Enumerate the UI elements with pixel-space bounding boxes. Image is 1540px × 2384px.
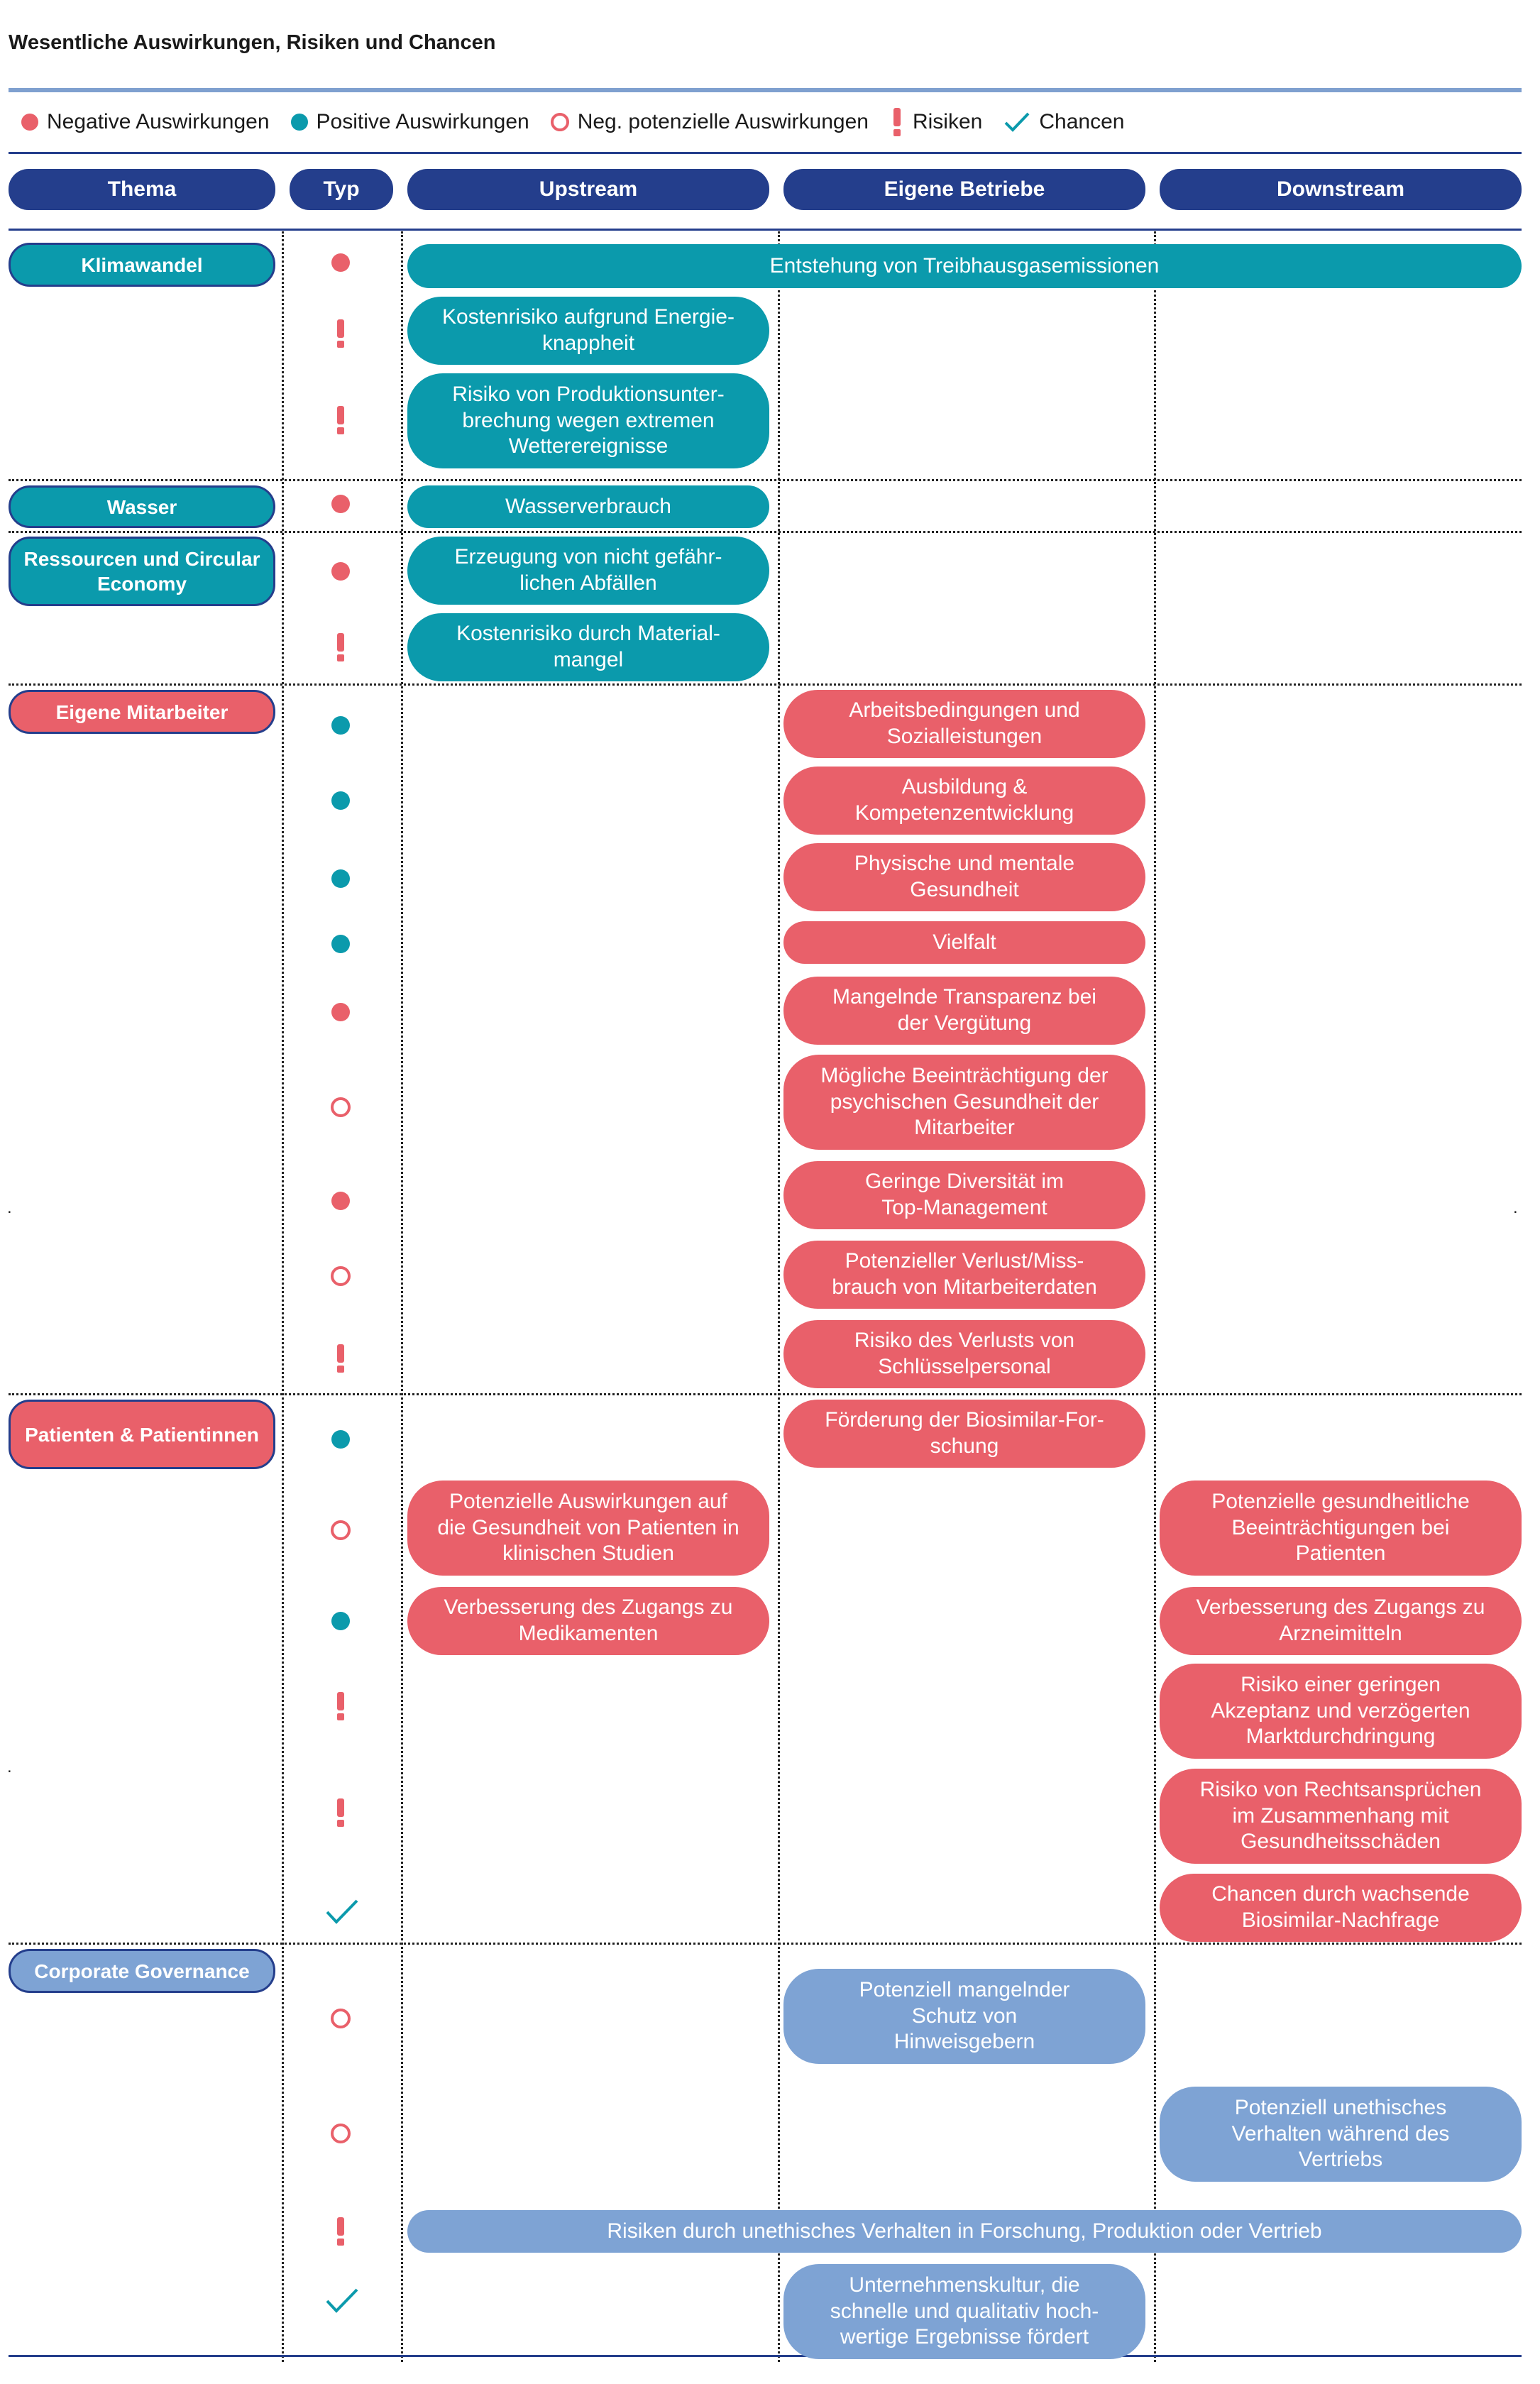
header-thema: Thema [9,169,275,210]
risk-exclamation-icon [326,1344,355,1373]
impact-pill: Wasserverbrauch [407,485,769,528]
impact-pill: Potenzielle Auswirkungen auf die Gesundheit von Patienten in klinischen Studien [407,1481,769,1576]
section-separator [9,1393,1522,1395]
positive-dot-icon [326,1607,355,1635]
impact-pill: Entstehung von Treibhausgasemissionen [407,244,1522,288]
risk-exclamation-icon [890,108,904,136]
negative-dot-icon [326,557,355,586]
positive-dot-icon [326,1425,355,1454]
legend-divider [9,152,1522,154]
legend-risks [890,108,982,136]
column-separator-eigene [778,231,780,2362]
potential-ring-icon [551,113,569,131]
potential-ring-icon [326,1516,355,1544]
chance-check-icon [1003,111,1030,133]
header-typ: Typ [290,169,393,210]
risk-exclamation-icon [326,2217,355,2246]
risk-exclamation-icon [326,1692,355,1720]
impact-pill: Risiken durch unethisches Verhalten in Forschung, Produktion oder Vertrieb [407,2210,1522,2253]
impact-pill: Erzeugung von nicht gefähr- lichen Abfällen [407,537,769,605]
positive-dot-icon [326,930,355,958]
risk-exclamation-icon [326,406,355,434]
impact-pill: Potenzielle gesundheitliche Beeinträchtigungen bei Patienten [1160,1481,1522,1576]
impact-pill: Unternehmenskultur, die schnelle und qualitativ hoch- wertige Ergebnisse fördert [783,2264,1145,2359]
impact-pill: Physische und mentale Gesundheit [783,843,1145,911]
impact-pill: Ausbildung & Kompetenzentwicklung [783,767,1145,835]
section-separator [9,1943,1522,1945]
impact-pill: Potenziell mangelnder Schutz von Hinweisgebern [783,1969,1145,2064]
risk-exclamation-icon [326,633,355,661]
header-eigene-betriebe: Eigene Betriebe [783,169,1145,210]
impact-pill: Förderung der Biosimilar-For- schung [783,1400,1145,1468]
legend-potential-label: Neg. potenzielle Auswirkungen [577,110,869,133]
legend-negative-label: Negative Auswirkungen [47,110,270,133]
section-separator [9,479,1522,481]
bottom-divider [9,2355,1522,2357]
impact-pill: Kostenrisiko durch Material- mangel [407,613,769,681]
column-separator-downstream [1154,231,1156,2362]
potential-ring-icon [326,2119,355,2148]
risk-exclamation-icon [326,1798,355,1827]
header-divider [9,229,1522,231]
impact-pill: Chancen durch wachsende Biosimilar-Nachfrage [1160,1874,1522,1942]
impact-pill: Verbesserung des Zugangs zu Medikamenten [407,1587,769,1655]
negative-dot-icon [326,490,355,518]
theme-eigene-mitarbeiter: Eigene Mitarbeiter [9,690,275,734]
impact-pill: Vielfalt [783,921,1145,964]
impact-pill: Geringe Diversität im Top-Management [783,1161,1145,1229]
column-separator-typ [282,231,284,2362]
legend-potential [551,110,869,134]
impact-pill: Risiko von Produktionsunter- brechung wegen extremen Wetterereignisse [407,373,769,468]
impact-pill: Potenziell unethisches Verhalten während des Vertriebs [1160,2087,1522,2182]
impact-pill: Mangelnde Transparenz bei der Vergütung [783,977,1145,1045]
legend-positive [291,110,529,134]
section-separator [9,531,1522,533]
impact-pill: Arbeitsbedingungen und Sozialleistungen [783,690,1145,758]
section-separator [9,683,1522,686]
negative-dot-icon [326,1187,355,1215]
legend [21,108,1145,136]
impact-pill: Kostenrisiko aufgrund Energie- knappheit [407,297,769,365]
negative-dot-icon [326,248,355,277]
theme-wasser: Wasser [9,485,275,528]
legend-chances-label: Chancen [1039,110,1125,133]
page-title: Wesentliche Auswirkungen, Risiken und Chancen [9,31,496,54]
positive-dot-icon [326,864,355,893]
impact-pill: Risiko von Rechtsansprüchen im Zusammenhang mit Gesundheitsschäden [1160,1769,1522,1864]
impact-pill: Potenzieller Verlust/Miss- brauch von Mitarbeiterdaten [783,1241,1145,1309]
legend-risks-label: Risiken [912,110,983,133]
potential-ring-icon [326,2004,355,2033]
stray-mark: . [7,1757,12,1776]
positive-dot-icon [326,786,355,815]
impact-pill: Risiko einer geringen Akzeptanz und verzögerten Marktdurchdringung [1160,1664,1522,1759]
theme-corporate-governance: Corporate Governance [9,1949,275,1993]
stray-mark: . [1513,1198,1518,1217]
negative-dot-icon [21,114,38,131]
header-downstream: Downstream [1160,169,1522,210]
impact-pill: Risiko des Verlusts von Schlüsselpersonal [783,1320,1145,1388]
risk-exclamation-icon [326,319,355,348]
negative-dot-icon [326,998,355,1026]
potential-ring-icon [326,1262,355,1290]
column-separator-upstream [401,231,403,2362]
impact-pill: Mögliche Beeinträchtigung der psychischen Gesundheit der Mitarbeiter [783,1055,1145,1150]
header-upstream: Upstream [407,169,769,210]
theme-klimawandel: Klimawandel [9,243,275,287]
chance-check-icon [325,2287,359,2315]
chance-check-icon [325,1898,359,1926]
impact-pill: Verbesserung des Zugangs zu Arzneimitteln [1160,1587,1522,1655]
legend-positive-label: Positive Auswirkungen [316,110,529,133]
theme-ressourcen: Ressourcen und Circular Economy [9,537,275,606]
legend-negative [21,110,270,134]
legend-chances [1003,110,1124,134]
stray-mark: . [7,1198,12,1217]
positive-dot-icon [326,711,355,740]
positive-dot-icon [291,114,308,131]
title-divider [9,88,1522,92]
theme-patienten: Patienten & Patientinnen [9,1400,275,1469]
potential-ring-icon [326,1093,355,1121]
